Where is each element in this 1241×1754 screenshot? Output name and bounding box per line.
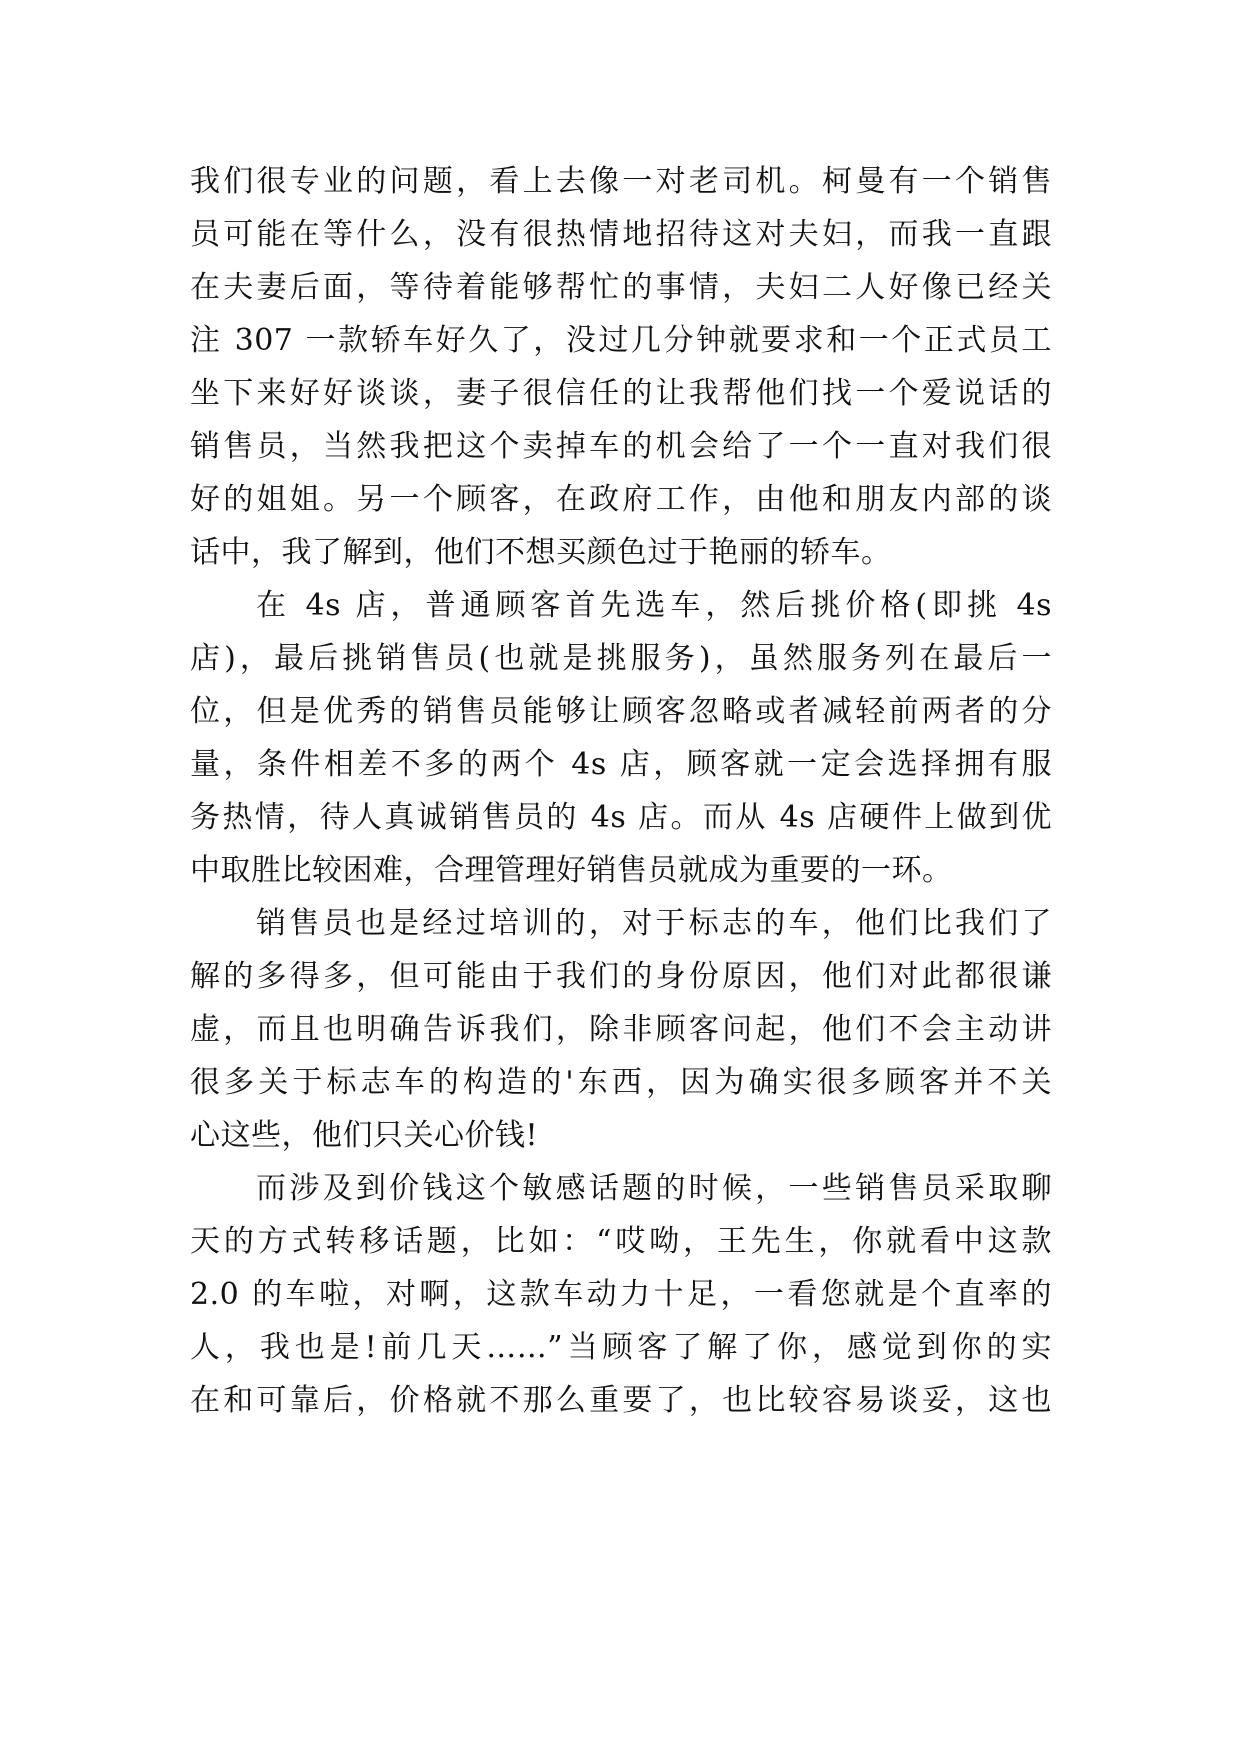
- text-line: 在夫妻后面，等待着能够帮忙的事情，夫妇二人好像已经关: [190, 270, 1052, 305]
- text-line: 人，我也是!前几天……”当顾客了解了你，感觉到你的实: [190, 1330, 1052, 1365]
- paragraph-first-line: 销售员也是经过培训的，对于标志的车，他们比我们了: [256, 906, 1052, 941]
- text-line: 好的姐姐。另一个顾客，在政府工作，由他和朋友内部的谈: [190, 482, 1052, 517]
- text-line: 销售员，当然我把这个卖掉车的机会给了一个一直对我们很: [190, 429, 1052, 464]
- text-line: 员可能在等什么，没有很热情地招待这对夫妇，而我一直跟: [190, 217, 1052, 252]
- text-line: 解的多得多，但可能由于我们的身份原因，他们对此都很谦: [190, 959, 1052, 994]
- text-line: 务热情，待人真诚销售员的 4s 店。而从 4s 店硬件上做到优: [190, 800, 1052, 835]
- text-line: 位，但是优秀的销售员能够让顾客忽略或者减轻前两者的分: [190, 694, 1052, 729]
- paragraph-first-line: 在 4s 店，普通顾客首先选车，然后挑价格(即挑 4s: [256, 588, 1052, 623]
- text-line: 中取胜比较困难，合理管理好销售员就成为重要的一环。: [190, 853, 953, 888]
- text-line: 坐下来好好谈谈，妻子很信任的让我帮他们找一个爱说话的: [190, 376, 1052, 411]
- text-line: 很多关于标志车的构造的'东西，因为确实很多顾客并不关: [190, 1065, 1052, 1100]
- text-line: 我们很专业的问题，看上去像一对老司机。柯曼有一个销售: [190, 164, 1052, 199]
- paragraph-first-line: 而涉及到价钱这个敏感话题的时候，一些销售员采取聊: [256, 1171, 1052, 1206]
- text-line: 2.0 的车啦，对啊，这款车动力十足，一看您就是个直率的: [190, 1277, 1052, 1312]
- text-line: 注 307 一款轿车好久了，没过几分钟就要求和一个正式员工: [190, 323, 1052, 358]
- text-line: 虚，而且也明确告诉我们，除非顾客问起，他们不会主动讲: [190, 1012, 1052, 1047]
- text-line: 量，条件相差不多的两个 4s 店，顾客就一定会选择拥有服: [190, 747, 1052, 782]
- text-line: 在和可靠后，价格就不那么重要了，也比较容易谈妥，这也: [190, 1383, 1052, 1418]
- document-page: [190, 155, 1052, 1427]
- text-line: 店)，最后挑销售员(也就是挑服务)，虽然服务列在最后一: [190, 641, 1052, 676]
- text-line: 天的方式转移话题，比如：“哎呦，王先生，你就看中这款: [190, 1224, 1052, 1259]
- text-line: 心这些，他们只关心价钱!: [190, 1118, 539, 1153]
- text-line: 话中，我了解到，他们不想买颜色过于艳丽的轿车。: [190, 535, 892, 570]
